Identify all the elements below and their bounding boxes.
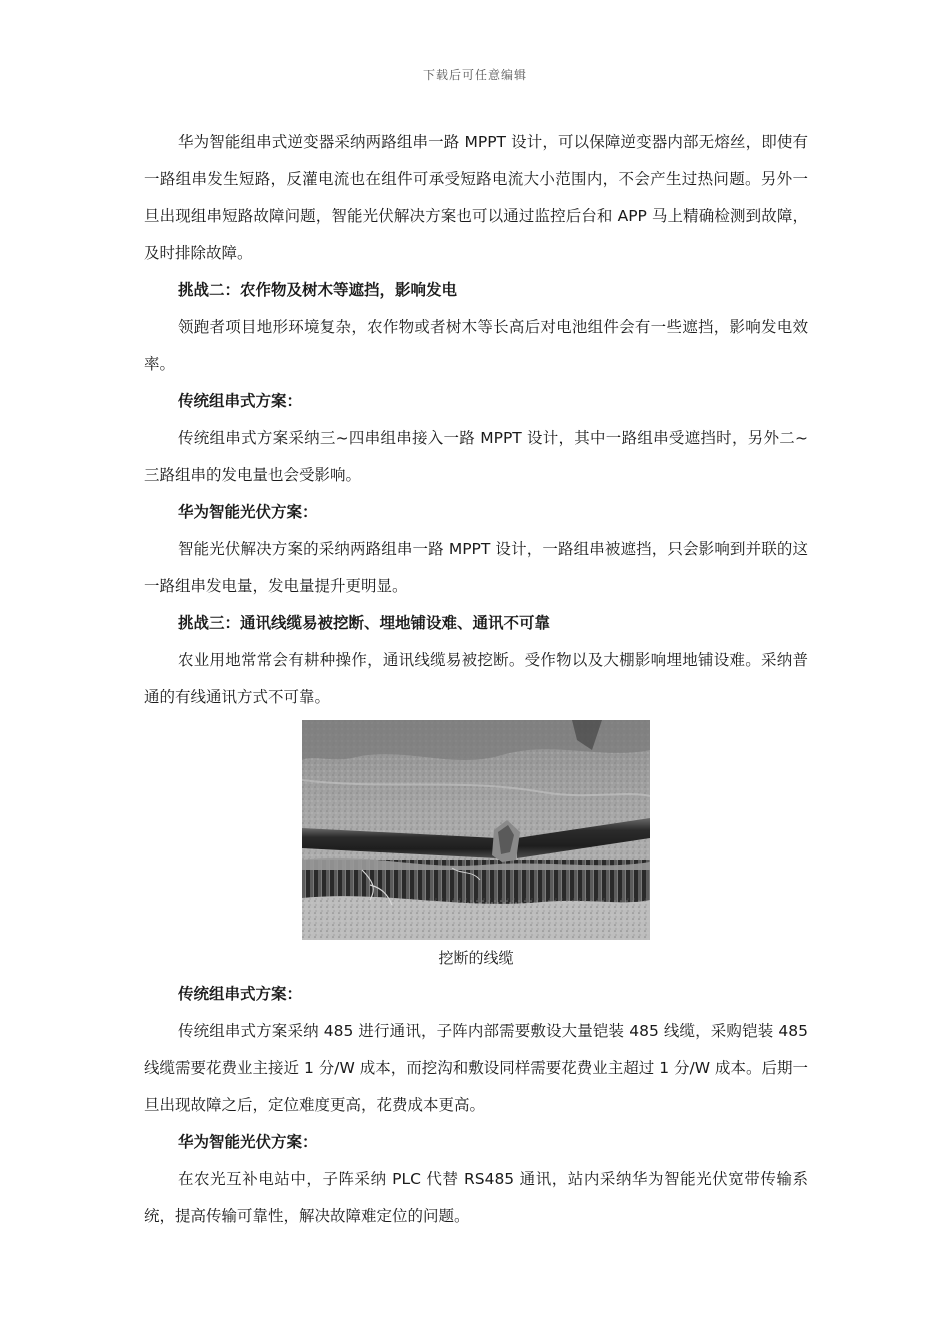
document-body [144,124,808,1235]
heading-challenge-two: 挑战二：农作物及树木等遮挡，影响发电 [178,281,458,299]
heading-huawei-scheme-1: 华为智能光伏方案： [178,503,318,521]
paragraph-traditional-scheme-2: 传统组串式方案采纳 485 进行通讯，子阵内部需要敷设大量铠装 485 线缆，采购铠装 485 线缆需要花费业主接近 1 分/W 成本，而挖沟和敷设同样需要花费业主超过 1 分/W 成本。后期一旦出现故障之后，定位难度更高，花费成本更高。 [144,1022,808,1114]
paragraph-traditional-scheme-1: 传统组串式方案采纳三~四串组串接入一路 MPPT 设计，其中一路组串受遮挡时，另外二~三路组串的发电量也会受影响。 [144,429,808,484]
heading-challenge-three: 挑战三：通讯线缆易被挖断、埋地铺设难、通讯不可靠 [178,614,551,632]
page-header: 下载后可任意编辑 [422,68,527,82]
paragraph-huawei-scheme-1: 智能光伏解决方案的采纳两路组串一路 MPPT 设计，一路组串被遮挡，只会影响到并联的这一路组串发电量，发电量提升更明显。 [144,540,808,595]
paragraph-huawei-scheme-2: 在农光互补电站中，子阵采纳 PLC 代替 RS485 通讯，站内采纳华为智能光伏宽带传输系统，提高传输可靠性，解决故障难定位的问题。 [144,1170,808,1225]
figure-caption: 挖断的线缆 [438,949,514,967]
figure-cut-cable [144,720,808,976]
paragraph-mppt-design: 华为智能组串式逆变器采纳两路组串一路 MPPT 设计，可以保障逆变器内部无熔丝，即使有一路组串发生短路，反灌电流也在组件可承受短路电流大小范围内，不会产生过热问题。另外一旦出现组串短路故障问题，智能光伏解决方案也可以通过监控后台和 APP 马上精确检测到故障，及时排除故障。 [144,133,808,262]
paragraph-cable-problem: 农业用地常常会有耕种操作，通讯线缆易被挖断。受作物以及大棚影响埋地铺设难。采纳普通的有线通讯方式不可靠。 [144,651,808,706]
heading-huawei-scheme-2: 华为智能光伏方案： [178,1133,318,1151]
heading-traditional-scheme-2: 传统组串式方案： [178,985,303,1003]
cut-cable-photo [302,720,650,940]
paragraph-shading-problem: 领跑者项目地形环境复杂，农作物或者树木等长高后对电池组件会有一些遮挡，影响发电效率。 [144,318,808,373]
heading-traditional-scheme-1: 传统组串式方案： [178,392,303,410]
